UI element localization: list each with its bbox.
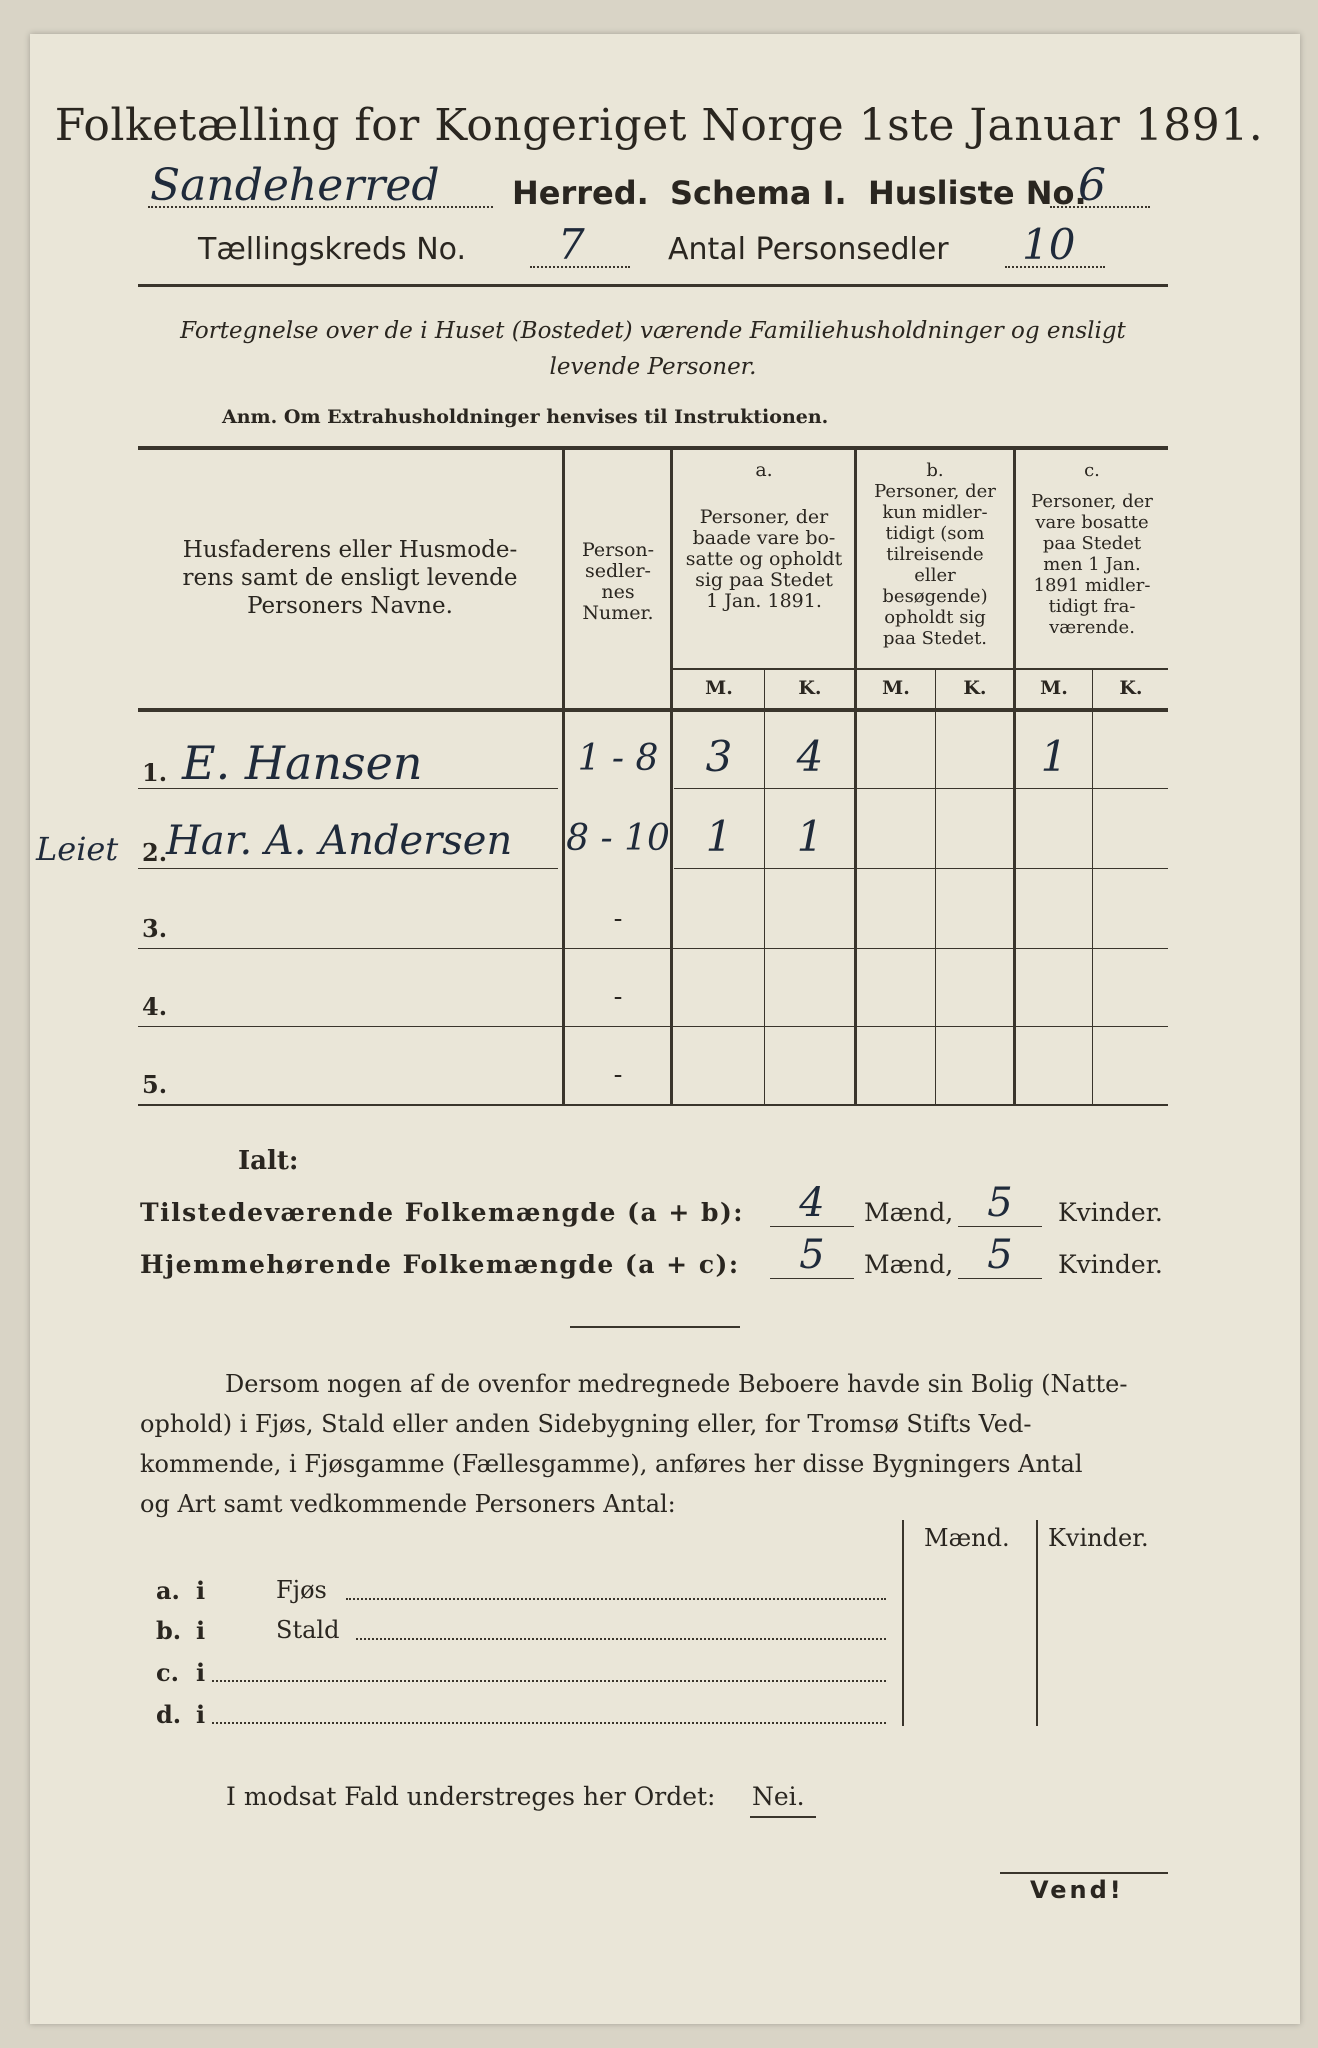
hjemme-maend-line <box>770 1278 854 1279</box>
vend-rule <box>1000 1872 1168 1874</box>
header-divider <box>138 284 1168 287</box>
c-m-label: M. <box>1040 677 1068 699</box>
row-numer: - <box>613 1060 623 1090</box>
schema-label: Schema I. <box>670 174 847 212</box>
row-name: E. Hansen <box>182 736 423 790</box>
tilstede-kvinder-value: 5 <box>987 1180 1013 1226</box>
hjemme-kvinder-value: 5 <box>987 1232 1013 1278</box>
col-a-header-line: sig paa Stedet <box>695 569 833 591</box>
row-a-k: 1 <box>796 812 824 861</box>
mk-header-rule <box>672 668 1168 670</box>
col-rule-b-mk <box>935 670 936 1106</box>
section-divider <box>570 1326 740 1328</box>
outbuilding-dotline <box>346 1598 886 1600</box>
col-numer-header-line: nes <box>601 581 635 603</box>
nei-underline <box>750 1816 816 1818</box>
row-a-m: 1 <box>705 812 733 861</box>
tilstede-label: Tilstedeværende Folkemængde (a + b): <box>140 1198 745 1227</box>
outbuilding-dotline <box>356 1638 886 1640</box>
row-numer: 8 - 10 <box>566 818 670 859</box>
outbuilding-letter: c. <box>156 1658 179 1687</box>
outbuilding-i: i <box>196 1576 206 1605</box>
col-a-letter: a. <box>755 459 773 481</box>
row-number: 3. <box>142 914 168 943</box>
col-c-letter: c. <box>1084 460 1100 481</box>
col-a-header <box>674 460 854 612</box>
outbuilding-label: Stald <box>276 1616 340 1644</box>
col-b-header-line: kun midler- <box>882 502 988 523</box>
col-b-header-line: paa Stedet. <box>882 628 988 649</box>
kreds-value: 7 <box>558 220 585 269</box>
herred-label: Herred. <box>512 174 649 212</box>
form-title: Folketælling for Kongeriget Norge 1ste Januar 1891. <box>54 100 1264 151</box>
col-name-header-line: rens samt de ensligt levende <box>182 565 518 591</box>
antal-value: 10 <box>1022 220 1076 269</box>
col-name-header <box>150 536 550 620</box>
col-b-header <box>857 460 1013 649</box>
col-rule-a-mk <box>764 670 765 1106</box>
col-b-letter: b. <box>926 460 944 481</box>
tilstede-maend-word: Mænd, <box>864 1198 954 1227</box>
outbuilding-dotline <box>212 1722 886 1724</box>
para-line-1: Dersom nogen af de ovenfor medregnede Beboere havde sin Bolig (Natte- <box>225 1370 1128 1398</box>
b-k-label: K. <box>963 677 987 699</box>
intro-line-2: levende Personer. <box>549 354 757 380</box>
hjemme-kvinder-line <box>958 1278 1042 1279</box>
col-c-header-line: værende. <box>1049 617 1135 638</box>
para-line-3: kommende, i Fjøsgamme (Fællesgamme), anføres her disse Bygningers Antal <box>140 1450 1083 1478</box>
para-line-4: og Art samt vedkommende Personers Antal: <box>140 1490 676 1518</box>
kreds-label: Tællingskreds No. <box>198 232 466 267</box>
c-k-label: K. <box>1119 677 1143 699</box>
row-rule <box>138 1026 1168 1027</box>
outbuilding-letter: b. <box>156 1616 182 1645</box>
col-c-header <box>1016 460 1168 638</box>
row-number: 1. <box>142 758 168 787</box>
outbuilding-i: i <box>196 1616 206 1645</box>
row-rule <box>674 788 1168 789</box>
tilstede-kvinder-line <box>958 1226 1042 1227</box>
col-b-header-line: Personer, der <box>874 481 996 502</box>
husliste-label: Husliste No. <box>868 174 1087 212</box>
outbuildings-kvinder-header: Kvinder. <box>1048 1524 1149 1552</box>
col-c-header-line: men 1 Jan. <box>1043 554 1141 575</box>
ialt-label: Ialt: <box>238 1146 299 1176</box>
col-numer-header-line: sedler- <box>585 560 651 582</box>
row-rule <box>138 868 558 869</box>
row-name: Har. A. Andersen <box>166 818 513 864</box>
col-numer-header <box>566 540 670 624</box>
hjemme-maend-word: Mænd, <box>864 1250 954 1279</box>
herred-dotline <box>148 206 493 208</box>
vend-label: Vend! <box>1030 1876 1124 1904</box>
col-name-header-line: Husfaderens eller Husmode- <box>182 537 518 563</box>
outbuildings-col-rule-2 <box>1036 1520 1038 1726</box>
antal-label: Antal Personsedler <box>668 232 949 267</box>
col-a-header-line: baade vare bo- <box>692 527 836 549</box>
row-numer: - <box>613 982 623 1012</box>
tilstede-maend-value: 4 <box>799 1180 825 1226</box>
nei-word: Nei. <box>752 1782 805 1811</box>
col-c-header-line: vare bosatte <box>1035 512 1149 533</box>
col-c-header-line: 1891 midler- <box>1033 575 1151 596</box>
col-a-header-line: 1 Jan. 1891. <box>706 590 822 612</box>
outbuilding-label: Fjøs <box>276 1576 327 1604</box>
col-b-header-line: opholdt sig <box>884 607 986 628</box>
col-c-header-line: tidigt fra- <box>1048 596 1136 617</box>
husliste-value: 6 <box>1078 160 1106 211</box>
row-a-m: 3 <box>705 732 733 781</box>
col-rule-name <box>562 448 565 1106</box>
row-a-k: 4 <box>796 732 824 781</box>
col-b-header-line: eller <box>914 565 956 586</box>
herred-handwritten: Sandeherred <box>150 160 440 211</box>
row-c-m: 1 <box>1040 732 1068 781</box>
para-line-2: ophold) i Fjøs, Stald eller anden Sidebygning eller, for Tromsø Stifts Ved- <box>140 1410 1032 1438</box>
a-m-label: M. <box>705 677 733 699</box>
margin-note: Leiet <box>36 830 119 868</box>
row-rule <box>674 868 1168 869</box>
outbuildings-col-rule-1 <box>902 1520 904 1726</box>
row-number: 2. <box>142 838 168 867</box>
col-a-header-line: satte og opholdt <box>685 548 843 570</box>
hjemme-label: Hjemmehørende Folkemængde (a + c): <box>140 1250 740 1279</box>
hjemme-kvinder-word: Kvinder. <box>1058 1250 1163 1279</box>
row-number: 5. <box>142 1070 168 1099</box>
tilstede-kvinder-word: Kvinder. <box>1058 1198 1163 1227</box>
col-numer-header-line: Numer. <box>582 602 654 624</box>
tilstede-maend-line <box>770 1226 854 1227</box>
b-m-label: M. <box>882 677 910 699</box>
outbuilding-letter: d. <box>156 1700 182 1729</box>
row-number: 4. <box>142 992 168 1021</box>
col-b-header-line: tilreisende <box>886 544 984 565</box>
row-rule <box>138 948 1168 949</box>
outbuilding-letter: a. <box>156 1576 180 1605</box>
a-k-label: K. <box>798 677 822 699</box>
outbuildings-maend-header: Mænd. <box>924 1524 1010 1552</box>
col-numer-header-line: Person- <box>581 539 655 561</box>
col-c-header-line: paa Stedet <box>1042 533 1142 554</box>
intro-line-1: Fortegnelse over de i Huset (Bostedet) værende Familiehusholdninger og ensligt <box>180 318 1126 344</box>
outbuilding-i: i <box>196 1700 206 1729</box>
outbuilding-dotline <box>212 1680 886 1682</box>
col-b-header-line: besøgende) <box>882 586 988 607</box>
anm-note: Anm. Om Extrahusholdninger henvises til Instruktionen. <box>222 406 829 428</box>
col-c-header-line: Personer, der <box>1031 491 1153 512</box>
col-a-header-line: Personer, der <box>699 506 829 528</box>
modsat-text: I modsat Fald understreges her Ordet: <box>226 1782 716 1811</box>
col-rule-c-mk <box>1092 670 1093 1106</box>
row-numer: 1 - 8 <box>577 738 659 779</box>
outbuilding-i: i <box>196 1658 206 1687</box>
row-numer: - <box>613 904 623 934</box>
col-rule-numer <box>670 448 673 1106</box>
hjemme-maend-value: 5 <box>799 1232 825 1278</box>
col-name-header-line: Personers Navne. <box>247 593 453 619</box>
col-b-header-line: tidigt (som <box>885 523 985 544</box>
